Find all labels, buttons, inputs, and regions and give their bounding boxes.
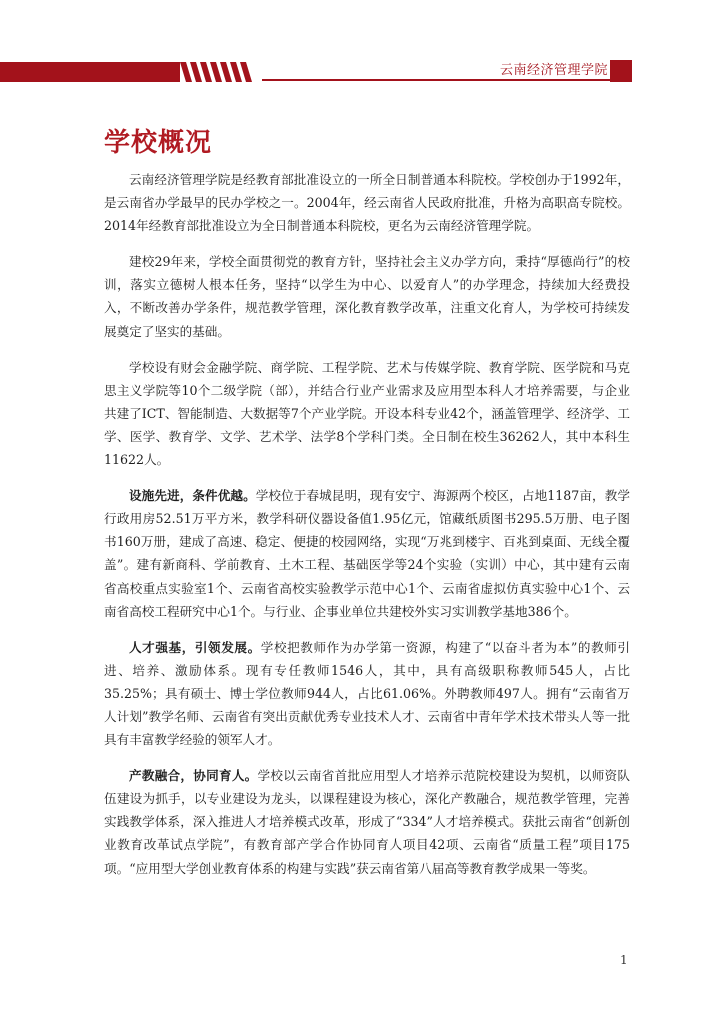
paragraph-text: 云南经济管理学院是经教育部批准设立的一所全日制普通本科院校。学校创办于1992年，是云南省办学最早的民办学校之一。2004年，经云南省人民政府批准，升格为高职高专院校。2014年经教育部批准设立为全日制普通本科院校，更名为云南经济管理学院。 bbox=[104, 172, 630, 234]
page-number: 1 bbox=[620, 953, 628, 967]
page-header bbox=[0, 0, 724, 90]
header-rule bbox=[262, 79, 630, 81]
paragraph-text: 学校位于春城昆明，现有安宁、海源两个校区，占地1187亩，教学行政用房52.51万平方米，教学科研仪器设备值1.95亿元，馆藏纸质图书295.5万册、电子图书160万册，建成了高速、稳定、便捷的校园网络，实现“万兆到楼宇、百兆到桌面、无线全覆盖”。建有新商科、学前教育、土木工程、基础医学等24个实验（实训）中心，其中建有云南省高校重点实验室1个、云南省高校实验教学示范中心1个、云南省虚拟仿真实验中心1个、云南省高校工程研究中心1个。与行业、企事业单位共建校外实习实训教学基地386个。 bbox=[104, 488, 630, 619]
paragraph-lead: 产教融合，协同育人。 bbox=[129, 768, 258, 784]
header-stripes-decoration bbox=[180, 62, 260, 82]
paragraph bbox=[104, 250, 630, 342]
paragraph bbox=[104, 168, 630, 237]
body-text bbox=[104, 168, 630, 893]
paragraph-text: 建校29年来，学校全面贯彻党的教育方针，坚持社会主义办学方向，秉持“厚德尚行”的校训，落实立德树人根本任务，坚持“以学生为中心、以爱育人”的办学理念，持续加大经费投入，不断改善办学条件，规范教学管理，深化教育教学改革，注重文化育人，为学校可持续发展奠定了坚实的基础。 bbox=[104, 254, 630, 339]
page-title: 学校概况 bbox=[104, 128, 213, 158]
paragraph bbox=[104, 484, 630, 623]
paragraph-text: 学校设有财会金融学院、商学院、工程学院、艺术与传媒学院、教育学院、医学院和马克思主义学院等10个二级学院（部），并结合行业产业需求及应用型本科人才培养需要，与企业共建了ICT、智能制造、大数据等7个产业学院。开设本科专业42个，涵盖管理学、经济学、工学、医学、教育学、文学、艺术学、法学8个学科门类。全日制在校生36262人，其中本科生11622人。 bbox=[104, 359, 630, 468]
paragraph bbox=[104, 636, 630, 751]
paragraph bbox=[104, 356, 630, 471]
header-corner-block bbox=[610, 60, 632, 82]
paragraph-text: 学校把教师作为办学第一资源，构建了“以奋斗者为本”的教师引进、培养、激励体系。现有专任教师1546人，其中，具有高级职称教师545人，占比35.25%；具有硕士、博士学位教师944人，占比61.06%。外聘教师497人。拥有“云南省万人计划”教学名师、云南省有突出贡献优秀专业技术人才、云南省中青年学术技术带头人等一批具有丰富教学经验的领军人才。 bbox=[104, 639, 630, 748]
header-institution-name: 云南经济管理学院 bbox=[500, 63, 609, 78]
header-accent-bar bbox=[0, 62, 180, 82]
paragraph bbox=[104, 764, 630, 879]
paragraph-lead: 人才强基，引领发展。 bbox=[129, 639, 261, 655]
paragraph-text: 学校以云南省首批应用型人才培养示范院校建设为契机，以师资队伍建设为抓手，以专业建设为龙头，以课程建设为核心，深化产教融合，规范教学管理，完善实践教学体系，深入推进人才培养模式改革，形成了“334”人才培养模式。获批云南省“创新创业教育改革试点学院”，有教育部产学合作协同育人项目42项、云南省“质量工程”项目175项。“应用型大学创业教育体系的构建与实践”获云南省第八届高等教育教学成果一等奖。 bbox=[104, 768, 631, 876]
paragraph-lead: 设施先进，条件优越。 bbox=[129, 488, 256, 504]
